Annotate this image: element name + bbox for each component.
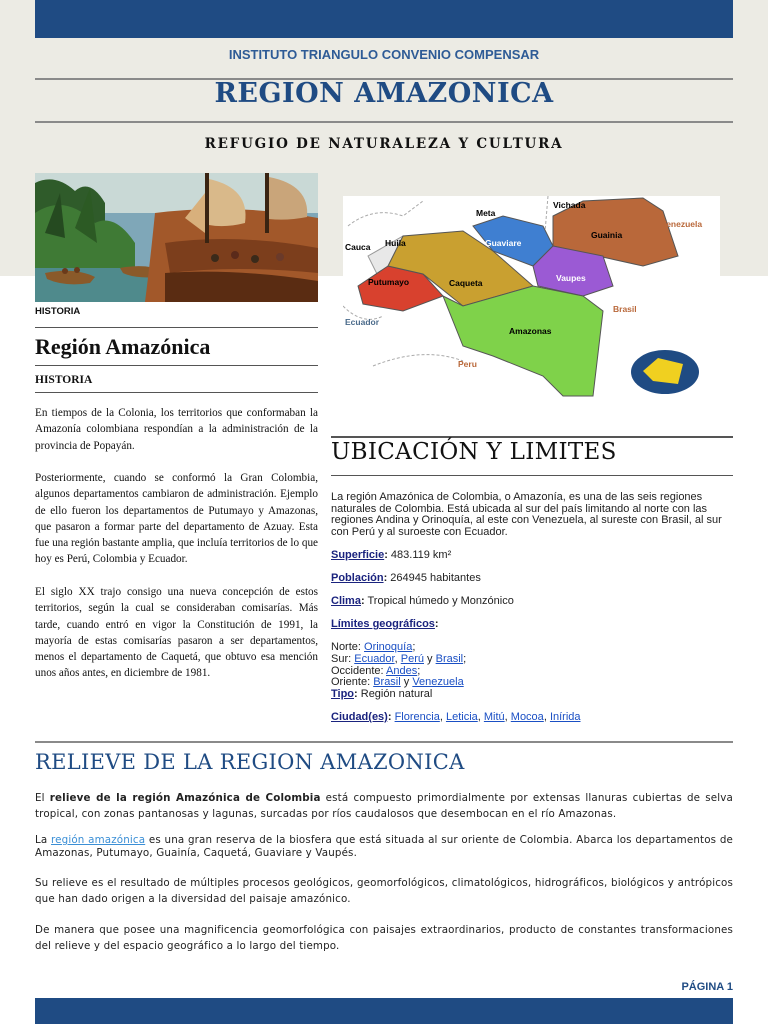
norte-label: Norte: [331, 641, 365, 653]
map-label-vichada: Vichada [553, 200, 586, 210]
location-intro: La región Amazónica de Colombia, o Amazonía, es una de las seis regiones naturales de Colombia. Está ubicada al sur del país limitando al norte con las regiones Andina y Orinoquía, al este con Venezuela, al sureste con Brasil, al sur con Perú y al suroeste con Ecuador. [331, 491, 722, 538]
clima-label[interactable]: Clima [331, 595, 361, 607]
ciudades-label[interactable]: Ciudad(es) [331, 711, 388, 723]
sur-label: Sur: [331, 653, 355, 665]
info-superficie: Superficie: 483.119 km² [331, 549, 452, 561]
limite-norte [331, 642, 733, 654]
institute-name: INSTITUTO TRIANGULO CONVENIO COMPENSAR [228, 47, 540, 62]
divider [35, 327, 318, 328]
divider [331, 475, 733, 476]
limite-oriente [331, 677, 733, 689]
divider [35, 121, 733, 123]
link-ecuador[interactable]: Ecuador [354, 653, 395, 665]
ciudades-sep: , [504, 711, 511, 723]
ciudades-sep: , [477, 711, 484, 723]
history-paragraph: En tiempos de la Colonia, los territorios que conformaban la Amazonía colombiana respondían a la administración de la provincia de Popayán. [35, 407, 318, 452]
relieve-p1-rest: está compuesto primordialmente por extensas llanuras cubiertas de selva tropical, con zonas pantanosas y lagunas, surcadas por ríos caudalosos que desembocan en el río Amazonas. [35, 792, 733, 820]
ciudades-sep: , [439, 711, 446, 723]
map-label-meta: Meta [476, 208, 496, 218]
relieve-p1-start: El [35, 792, 50, 804]
sur-sep: , [394, 653, 401, 665]
occidente-end: ; [417, 665, 421, 677]
info-ciudades: Ciudad(es): Florencia, Leticia, Mitú, Mocoa, Inírida [331, 711, 581, 723]
link-region-amazonica[interactable]: región amazónica [51, 834, 146, 846]
section-subheading: HISTORIA [35, 374, 93, 386]
map-label-cauca: Cauca [345, 242, 371, 252]
bottom-banner [35, 998, 733, 1024]
link-orinoquia[interactable]: Orinoquía [364, 641, 413, 653]
link-florencia[interactable]: Florencia [394, 711, 440, 723]
history-paragraph: Posteriormente, cuando se conformó la Gran Colombia, algunos departamentos cambiaron de administración. Ejemplo de ello fueron los departamentos de Putumayo y Amazonas, que pasaron a formar parte del departamento de Azuay. Esta fue una región bastante amplia, que incluía territorios de lo que hoy es Perú, Colombia y Ecuador. [35, 472, 319, 566]
link-mocoa[interactable]: Mocoa [510, 711, 544, 723]
link-andes[interactable]: Andes [386, 665, 418, 677]
historical-painting [35, 173, 318, 302]
map-label-putumayo: Putumayo [368, 277, 410, 287]
info-clima: Clima: Tropical húmedo y Monzónico [331, 595, 514, 607]
map-label-amazonas: Amazonas [509, 326, 552, 336]
image-caption: HISTORIA [35, 306, 81, 317]
map-label-caqueta: Caqueta [449, 278, 483, 288]
relieve-paragraph [35, 790, 733, 822]
section-heading: RELIEVE DE LA REGION AMAZONICA [35, 750, 465, 774]
map-label-venezuela: Venezuela [661, 219, 703, 229]
page-title: REGION AMAZONICA [214, 78, 554, 109]
tipo-label[interactable]: Tipo [331, 688, 355, 700]
map-label-ecuador: Ecuador [345, 317, 380, 327]
map-label-vaupes: Vaupes [556, 273, 586, 283]
oriente-label: Oriente: [331, 676, 374, 688]
map-label-guaviare: Guaviare [485, 238, 522, 248]
link-mitu[interactable]: Mitú [483, 711, 505, 723]
map-label-brasil: Brasil [613, 304, 637, 314]
poblacion-label[interactable]: Población [331, 572, 384, 584]
info-tipo: Tipo: Región natural [331, 688, 433, 700]
info-poblacion: Población: 264945 habitantes [331, 572, 481, 584]
history-paragraph: El siglo XX trajo consigo una nueva concepción de estos territorios, según la cual se consideraban comisarías. Más tarde, cuando entró en vigor la Constitución de 1991, la mayoría de estas comisarías pasaron a ser departamentos, menos el departamento de Caquetá, que obtuvo esa mención unos años antes, en diciembre de 1981. [35, 586, 318, 680]
relieve-paragraph: De manera que posee una magnificencia geomorfológica con paisajes extraordinarios, producto de constantes transformaciones del relieve y del espacio geográfico a lo largo del tiempo. [35, 924, 733, 952]
relieve-p2-rest: es una gran reserva de la biosfera que está situada al sur oriente de Colombia. Abarca los departamentos de Amazonas, Putumayo, Guainía, Caquetá, Guaviare y Vaupés. [35, 834, 733, 859]
oriente-sep: y [400, 676, 413, 688]
relieve-paragraph [35, 834, 733, 859]
divider [35, 392, 318, 393]
superficie-label[interactable]: Superficie [331, 549, 385, 561]
link-peru[interactable]: Perú [400, 653, 424, 665]
norte-end: ; [412, 641, 416, 653]
limite-sur [331, 654, 733, 666]
divider [331, 436, 733, 438]
link-venezuela[interactable]: Venezuela [412, 676, 464, 688]
sur-sep: y [423, 653, 436, 665]
poblacion-value: 264945 habitantes [387, 572, 481, 584]
occidente-label: Occidente: [331, 665, 387, 677]
tipo-value: Región natural [357, 688, 433, 700]
relieve-p2-start: La [35, 834, 52, 846]
link-brasil[interactable]: Brasil [373, 676, 401, 688]
limites-label[interactable]: Límites geográficos [331, 618, 435, 630]
info-limites: Límites geográficos: [331, 618, 439, 630]
clima-value: Tropical húmedo y Monzónico [364, 595, 514, 607]
page-subtitle: REFUGIO DE NATURALEZA Y CULTURA [204, 136, 564, 152]
relieve-p1-bold: relieve de la región Amazónica de Colombia [49, 792, 321, 804]
link-leticia[interactable]: Leticia [445, 711, 478, 723]
link-brasil[interactable]: Brasil [435, 653, 464, 665]
region-map [343, 196, 720, 408]
ciudades-sep: , [543, 711, 550, 723]
divider [35, 365, 318, 366]
top-banner [35, 0, 733, 38]
relieve-paragraph: Su relieve es el resultado de múltiples procesos geológicos, geomorfológicos, climatológicos, hidrográficos, biológicos y antrópicos que han dado origen a la diversidad del paisaje amazónico. [35, 877, 733, 905]
link-inirida[interactable]: Inírida [549, 711, 581, 723]
section-heading: Región Amazónica [35, 334, 211, 359]
map-label-peru: Peru [458, 359, 477, 369]
page-number: PÁGINA 1 [681, 981, 733, 993]
superficie-value: 483.119 km² [387, 549, 452, 561]
sur-end: ; [463, 653, 467, 665]
map-label-guainia: Guainia [591, 230, 623, 240]
divider [35, 741, 733, 743]
map-label-huila: Huila [385, 238, 406, 248]
section-heading: UBICACIÓN Y LIMITES [331, 439, 617, 465]
